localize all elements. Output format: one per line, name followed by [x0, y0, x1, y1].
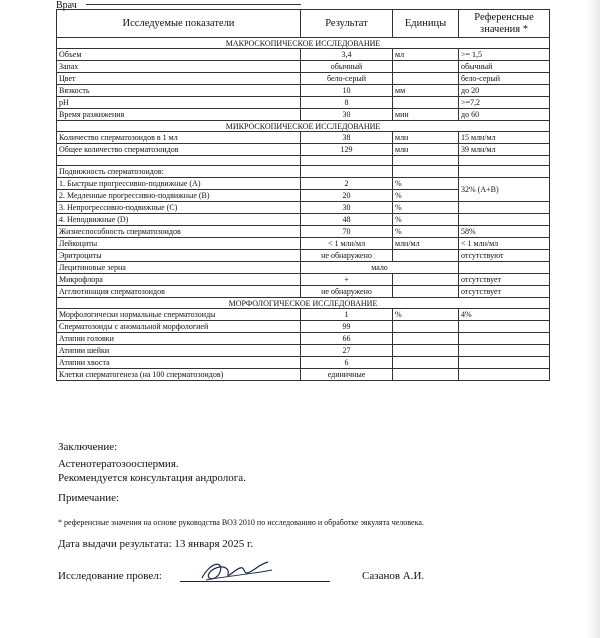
row-name: Атипии шейки: [57, 345, 301, 357]
row-unit: %: [393, 178, 459, 190]
row-ref: обычный: [459, 61, 550, 73]
row-result: 66: [301, 333, 393, 345]
row-unit: %: [393, 202, 459, 214]
row-result: 8: [301, 97, 393, 109]
row-name: 4. Неподвижные (D): [57, 214, 301, 226]
row-result: 2: [301, 178, 393, 190]
row-name: Лецитиновые зерна: [57, 262, 301, 274]
row-name: Время разжижения: [57, 109, 301, 121]
row-name: Вязкость: [57, 85, 301, 97]
row-result: 99: [301, 321, 393, 333]
row-result: 30: [301, 109, 393, 121]
table-row: [57, 61, 550, 73]
table-row: [57, 286, 550, 298]
row-name: Цвет: [57, 73, 301, 85]
row-name: pH: [57, 97, 301, 109]
table-row: [57, 309, 550, 321]
row-unit: млн/мл: [393, 238, 459, 250]
row-name: Клетки сперматогенеза (на 100 сперматозоидов): [57, 369, 301, 381]
row-result: 48: [301, 214, 393, 226]
row-ref: 39 млн/мл: [459, 144, 550, 156]
motility-ref-ab: 32% (А+В): [459, 178, 550, 202]
table-row: [57, 369, 550, 381]
spacer-cell: [459, 156, 550, 166]
row-result: 20: [301, 190, 393, 202]
row-unit: [393, 274, 459, 286]
row-name: Жизнеспособность сперматозоидов: [57, 226, 301, 238]
note-label: Примечание:: [58, 492, 120, 504]
table-row: [57, 132, 550, 144]
section-title-micro: МИКРОСКОПИЧЕСКОЕ ИССЛЕДОВАНИЕ: [57, 121, 550, 132]
issue-date: Дата выдачи результата: 13 января 2025 г.: [58, 538, 254, 550]
row-ref: [459, 321, 550, 333]
spacer-cell: [301, 156, 393, 166]
row-name: Эритроциты: [57, 250, 301, 262]
row-result: 1: [301, 309, 393, 321]
row-unit: мин: [393, 109, 459, 121]
signer-name: Сазанов А.И.: [362, 570, 425, 582]
row-ref: 58%: [459, 226, 550, 238]
table-row: [57, 202, 550, 214]
empty-cell: [301, 166, 393, 178]
row-ref: < 1 млн/мл: [459, 238, 550, 250]
empty-cell: [459, 166, 550, 178]
table-row: [57, 250, 550, 262]
row-name: 1. Быстрые прогрессивно-подвижные (А): [57, 178, 301, 190]
spacer-cell: [393, 156, 459, 166]
row-result: 70: [301, 226, 393, 238]
empty-cell: [459, 214, 550, 226]
conclusion-line-1: Астенотератозооспермия.: [58, 458, 179, 470]
row-unit: млн: [393, 144, 459, 156]
row-unit: [393, 345, 459, 357]
row-result: 6: [301, 357, 393, 369]
table-row: [57, 97, 550, 109]
footnote: * референсные значения на основе руководства ВОЗ 2010 по исследованию и обработке эякулята человека.: [58, 518, 424, 527]
row-name: Общее количество сперматозоидов: [57, 144, 301, 156]
table-row: [57, 357, 550, 369]
row-name: 3. Непрогрессивно-подвижные (С): [57, 202, 301, 214]
row-result: < 1 млн/мл: [301, 238, 393, 250]
table-row: [57, 345, 550, 357]
row-unit: %: [393, 226, 459, 238]
row-unit: %: [393, 214, 459, 226]
results-table: [56, 9, 550, 381]
row-name: Сперматозоиды с аномальной морфологией: [57, 321, 301, 333]
table-row: [57, 73, 550, 85]
row-ref: [459, 357, 550, 369]
row-ref: >=7,2: [459, 97, 550, 109]
spacer-cell: [57, 156, 301, 166]
table-row: [57, 166, 550, 178]
row-unit: [393, 321, 459, 333]
row-result: не обнаружено: [301, 250, 393, 262]
row-name: Атипии головки: [57, 333, 301, 345]
row-name: Микрофлора: [57, 274, 301, 286]
row-name: Атипии хвоста: [57, 357, 301, 369]
row-ref: до 60: [459, 109, 550, 121]
section-row-morph: [57, 298, 550, 309]
row-ref: отсутствует: [459, 286, 550, 298]
table-row: [57, 214, 550, 226]
row-unit: мл: [393, 49, 459, 61]
table-row: [57, 262, 550, 274]
row-ref: [459, 333, 550, 345]
row-name: Запах: [57, 61, 301, 73]
row-result: 30: [301, 202, 393, 214]
row-name: 2. Медленные прогрессивно-подвижные (В): [57, 190, 301, 202]
col-header-reference: Референсные значения *: [459, 10, 550, 38]
empty-cell: [459, 202, 550, 214]
table-row: [57, 178, 550, 190]
section-title-morph: МОРФОЛОГИЧЕСКОЕ ИССЛЕДОВАНИЕ: [57, 298, 550, 309]
row-name: Лейкоциты: [57, 238, 301, 250]
empty-cell: [393, 166, 459, 178]
row-name: Объем: [57, 49, 301, 61]
table-row: [57, 144, 550, 156]
table-row: [57, 238, 550, 250]
table-header-row: [57, 10, 550, 38]
row-ref: отсутствует: [459, 274, 550, 286]
row-ref: бело-серый: [459, 73, 550, 85]
row-result: 38: [301, 132, 393, 144]
row-ref: >= 1,5: [459, 49, 550, 61]
table-row: [57, 333, 550, 345]
section-title-macro: МАКРОСКОПИЧЕСКОЕ ИССЛЕДОВАНИЕ: [57, 38, 550, 49]
row-ref: [459, 262, 550, 274]
top-underline: [86, 4, 301, 5]
row-result: единичные: [301, 369, 393, 381]
row-ref: 15 млн/мл: [459, 132, 550, 144]
row-unit: млн: [393, 132, 459, 144]
signature-scribble-icon: [196, 556, 276, 586]
row-result: 10: [301, 85, 393, 97]
row-result: бело-серый: [301, 73, 393, 85]
row-ref: 4%: [459, 309, 550, 321]
row-unit: [393, 369, 459, 381]
row-name: Агглютинация сперматозоидов: [57, 286, 301, 298]
table-row: [57, 49, 550, 61]
row-result: не обнаружено: [301, 286, 393, 298]
col-header-indicator: Исследуемые показатели: [57, 10, 301, 38]
conclusion-line-2: Рекомендуется консультация андролога.: [58, 472, 246, 484]
table-row: [57, 109, 550, 121]
row-unit: %: [393, 190, 459, 202]
table-row: [57, 274, 550, 286]
spacer-row: [57, 156, 550, 166]
row-name: Количество сперматозоидов в 1 мл: [57, 132, 301, 144]
row-ref: до 20: [459, 85, 550, 97]
row-unit: [393, 73, 459, 85]
row-unit: мм: [393, 85, 459, 97]
row-unit: [393, 333, 459, 345]
section-row-macro: [57, 38, 550, 49]
top-partial-label: Врач: [56, 0, 77, 11]
signature-label: Исследование провел:: [58, 570, 162, 582]
row-result: +: [301, 274, 393, 286]
row-unit: [393, 250, 459, 262]
row-result: 129: [301, 144, 393, 156]
row-result: 3,4: [301, 49, 393, 61]
col-header-units: Единицы: [393, 10, 459, 38]
section-row-micro: [57, 121, 550, 132]
conclusion-label: Заключение:: [58, 441, 118, 453]
table-row: [57, 85, 550, 97]
row-unit: [393, 61, 459, 73]
row-ref: [459, 345, 550, 357]
motility-title: Подвижность сперматозоидов:: [57, 166, 301, 178]
row-unit: [393, 97, 459, 109]
row-unit: [393, 286, 459, 298]
row-unit: %: [393, 309, 459, 321]
table-row: [57, 226, 550, 238]
row-name: Морфологически нормальные сперматозоиды: [57, 309, 301, 321]
row-unit: [393, 357, 459, 369]
page-edge-shadow: [586, 0, 600, 638]
row-ref: [459, 369, 550, 381]
row-result: 27: [301, 345, 393, 357]
table-row: [57, 321, 550, 333]
row-result: обычный: [301, 61, 393, 73]
row-result: мало: [301, 262, 459, 274]
col-header-result: Результат: [301, 10, 393, 38]
row-ref: отсутствуют: [459, 250, 550, 262]
